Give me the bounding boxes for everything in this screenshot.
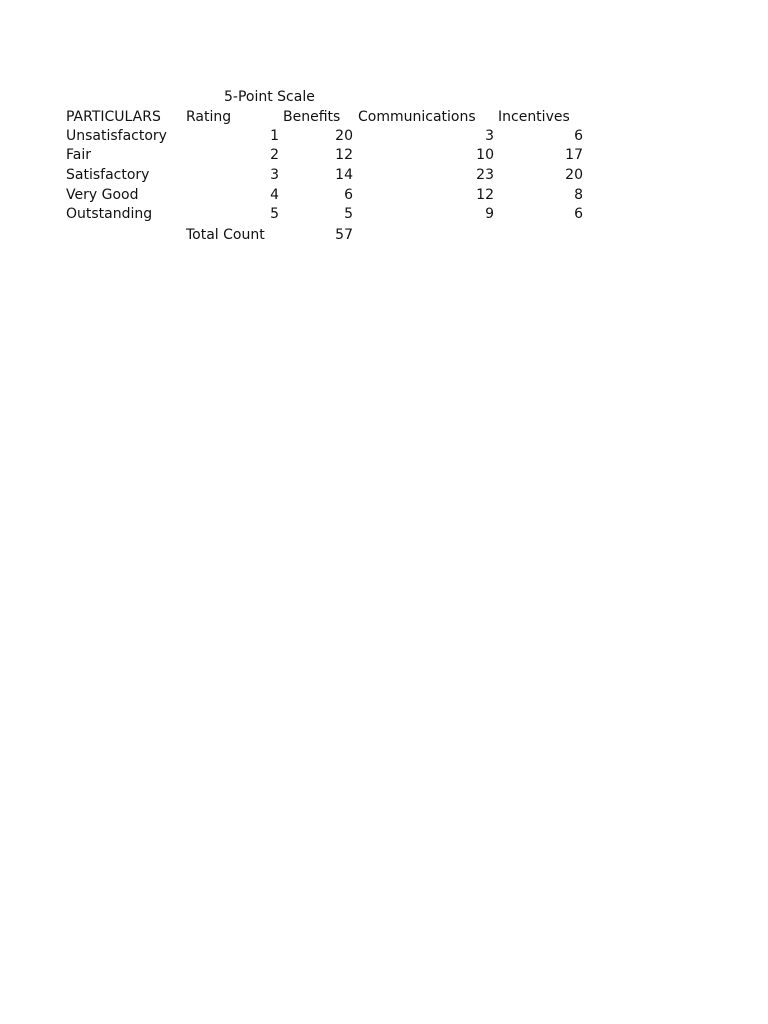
row-communications: 10 <box>476 147 494 163</box>
row-benefits: 5 <box>344 206 353 222</box>
row-benefits: 12 <box>335 147 353 163</box>
row-particular: Fair <box>66 147 91 163</box>
total-count-label: Total Count <box>186 227 265 243</box>
row-benefits: 6 <box>344 187 353 203</box>
scale-title: 5-Point Scale <box>224 89 315 105</box>
total-count-benefits: 57 <box>335 227 353 243</box>
row-incentives: 8 <box>574 187 583 203</box>
row-communications: 9 <box>485 206 494 222</box>
row-rating: 4 <box>270 187 279 203</box>
row-rating: 3 <box>270 167 279 183</box>
header-incentives: Incentives <box>498 109 570 125</box>
row-incentives: 6 <box>574 206 583 222</box>
row-rating: 1 <box>270 128 279 144</box>
row-communications: 3 <box>485 128 494 144</box>
row-particular: Very Good <box>66 187 139 203</box>
header-rating: Rating <box>186 109 232 125</box>
row-communications: 23 <box>476 167 494 183</box>
row-particular: Unsatisfactory <box>66 128 167 144</box>
row-benefits: 20 <box>335 128 353 144</box>
header-benefits: Benefits <box>283 109 341 125</box>
row-particular: Satisfactory <box>66 167 150 183</box>
header-communications: Communications <box>358 109 476 125</box>
row-particular: Outstanding <box>66 206 153 222</box>
row-benefits: 14 <box>335 167 353 183</box>
row-incentives: 6 <box>574 128 583 144</box>
row-communications: 12 <box>476 187 494 203</box>
row-incentives: 17 <box>565 147 583 163</box>
row-rating: 5 <box>270 206 279 222</box>
row-rating: 2 <box>270 147 279 163</box>
header-particulars: PARTICULARS <box>66 109 161 125</box>
row-incentives: 20 <box>565 167 583 183</box>
